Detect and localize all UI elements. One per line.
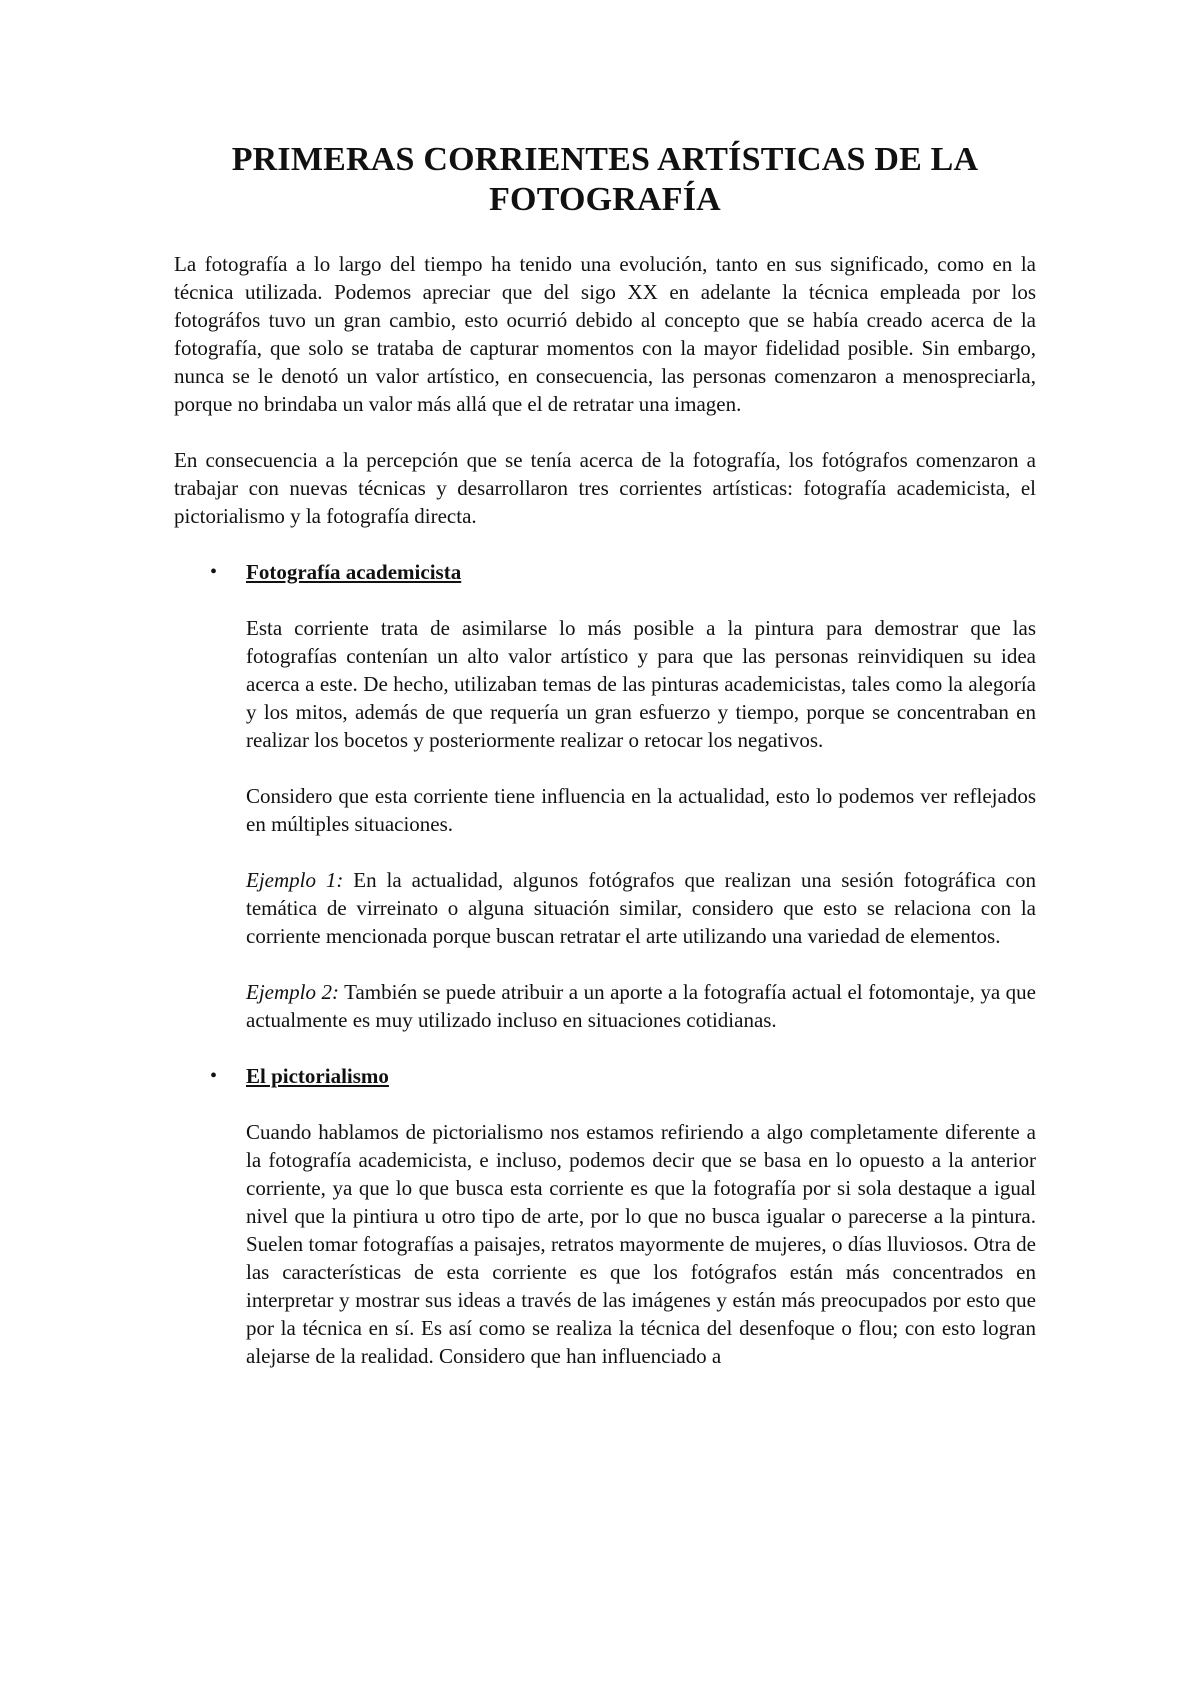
section-academicista (174, 558, 1036, 1034)
document-title: PRIMERAS CORRIENTES ARTÍSTICAS DE LA FOTOGRAFÍA (231, 141, 979, 218)
section-heading-text: El pictorialismo (246, 1064, 389, 1088)
section-paragraph: Considero que esta corriente tiene influencia en la actualidad, esto lo podemos ver reflejados en múltiples situaciones. (246, 784, 1036, 836)
example-text: También se puede atribuir a un aporte a la fotografía actual el fotomontaje, ya que actualmente es muy utilizado incluso en situaciones cotidianas. (246, 980, 1036, 1032)
section-heading (174, 558, 1036, 586)
example-text: En la actualidad, algunos fotógrafos que realizan una sesión fotográfica con temática de virreinato o alguna situación similar, considero que esto se relaciona con la corriente mencionada porque buscan retratar el arte utilizando una variedad de elementos. (246, 868, 1036, 948)
intro-paragraph-1: La fotografía a lo largo del tiempo ha tenido una evolución, tanto en sus significado, como en la técnica utilizada. Podemos apreciar que del sigo XX en adelante la técnica empleada por los fotográfos tuvo un gran cambio, esto ocurrió debido al concepto que se había creado acerca de la fotografía, que solo se trataba de capturar momentos con la mayor fidelidad posible. Sin embargo, nunca se le denotó un valor artístico, en consecuencia, las personas comenzaron a menospreciarla, porque no brindaba un valor más allá que el de retratar una imagen. (174, 252, 1036, 416)
section-heading (174, 1062, 1036, 1090)
section-pictorialismo (174, 1062, 1036, 1370)
example-label: Ejemplo 2: (246, 980, 339, 1004)
example-paragraph-1 (174, 866, 1036, 950)
example-paragraph-2 (174, 978, 1036, 1034)
section-paragraph: Esta corriente trata de asimilarse lo más posible a la pintura para demostrar que las fotografías contenían un alto valor artístico y para que las personas reinvidiquen su idea acerca a este. De hecho, utilizaban temas de las pinturas academicistas, tales como la alegoría y los mitos, además de que requería un gran esfuerzo y tiempo, porque se concentraban en realizar los bocetos y posteriormente realizar o retocar los negativos. (246, 616, 1036, 752)
document-page (174, 140, 1036, 1398)
section-heading-text: Fotografía academicista (246, 560, 462, 584)
example-label: Ejemplo 1: (246, 868, 344, 892)
bullet-icon: • (210, 561, 218, 583)
intro-paragraph-2: En consecuencia a la percepción que se tenía acerca de la fotografía, los fotógrafos comenzaron a trabajar con nuevas técnicas y desarrollaron tres corrientes artísticas: fotografía academicista, el pictorialismo y la fotografía directa. (174, 448, 1036, 528)
section-paragraph: Cuando hablamos de pictorialismo nos estamos refiriendo a algo completamente diferente a la fotografía academicista, e incluso, podemos decir que se basa en lo opuesto a la anterior corriente, ya que lo que busca esta corriente es que la fotografía por si sola destaque a igual nivel que la pintiura u otro tipo de arte, por lo que no busca igualar o parecerse a la pintura. Suelen tomar fotografías a paisajes, retratos mayormente de mujeres, o días lluviosos. Otra de las características de esta corriente es que los fotógrafos están más concentrados en interpretar y mostrar sus ideas a través de las imágenes y están más preocupados por esto que por la técnica en sí. Es así como se realiza la técnica del desenfoque o flou; con esto logran alejarse de la realidad. Considero que han influenciado a (246, 1120, 1036, 1368)
bullet-icon: • (210, 1065, 218, 1087)
